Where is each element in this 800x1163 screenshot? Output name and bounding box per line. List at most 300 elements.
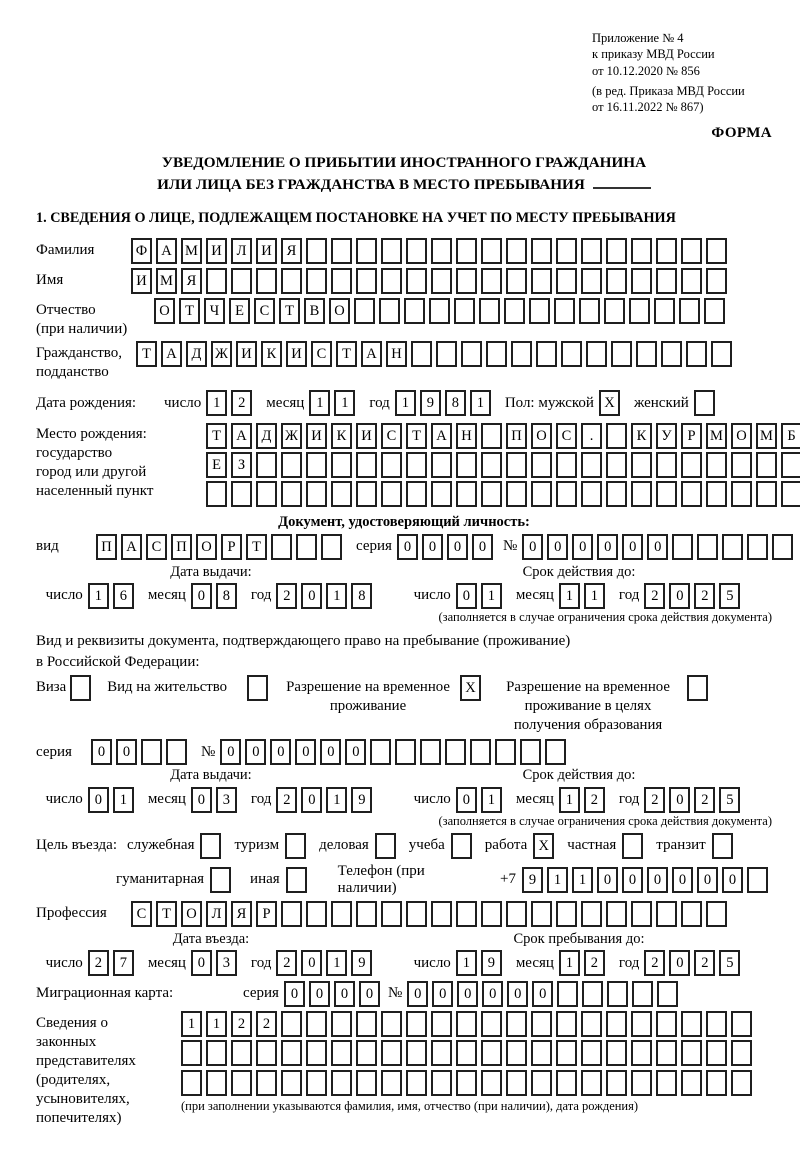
char-cell[interactable]: М [756, 423, 777, 449]
char-cell[interactable] [456, 1011, 477, 1037]
char-cell[interactable] [722, 534, 743, 560]
char-cell[interactable]: О [731, 423, 752, 449]
char-cell[interactable]: 0 [456, 787, 477, 813]
char-cell[interactable] [556, 481, 577, 507]
char-cell[interactable]: 9 [351, 787, 372, 813]
char-cell[interactable] [581, 481, 602, 507]
char-cell[interactable] [681, 1040, 702, 1066]
char-cell[interactable] [356, 901, 377, 927]
char-cell[interactable]: 1 [456, 950, 477, 976]
char-cell[interactable] [356, 238, 377, 264]
char-cell[interactable] [281, 481, 302, 507]
char-cell[interactable]: 9 [351, 950, 372, 976]
char-cell[interactable]: 1 [470, 390, 491, 416]
business-checkbox[interactable] [375, 833, 396, 859]
char-cell[interactable] [632, 981, 653, 1007]
char-cell[interactable] [331, 481, 352, 507]
char-cell[interactable]: 8 [216, 583, 237, 609]
char-cell[interactable] [370, 739, 391, 765]
char-cell[interactable] [429, 298, 450, 324]
char-cell[interactable]: 2 [694, 787, 715, 813]
char-cell[interactable]: 7 [113, 950, 134, 976]
char-cell[interactable] [506, 452, 527, 478]
char-cell[interactable]: 1 [309, 390, 330, 416]
char-cell[interactable] [271, 534, 292, 560]
char-cell[interactable] [321, 534, 342, 560]
char-cell[interactable] [681, 1070, 702, 1096]
char-cell[interactable]: 0 [320, 739, 341, 765]
char-cell[interactable] [306, 238, 327, 264]
char-cell[interactable] [431, 481, 452, 507]
char-cell[interactable] [395, 739, 416, 765]
char-cell[interactable]: 0 [507, 981, 528, 1007]
char-cell[interactable] [381, 1011, 402, 1037]
other-checkbox[interactable] [286, 867, 307, 893]
char-cell[interactable] [631, 1070, 652, 1096]
char-cell[interactable] [531, 481, 552, 507]
char-cell[interactable] [697, 534, 718, 560]
char-cell[interactable]: Я [231, 901, 252, 927]
char-cell[interactable]: 5 [719, 950, 740, 976]
char-cell[interactable] [206, 1040, 227, 1066]
char-cell[interactable]: 0 [669, 787, 690, 813]
char-cell[interactable]: 1 [326, 583, 347, 609]
study-checkbox[interactable] [451, 833, 472, 859]
char-cell[interactable] [406, 481, 427, 507]
char-cell[interactable] [331, 238, 352, 264]
char-cell[interactable] [166, 739, 187, 765]
char-cell[interactable]: 1 [584, 583, 605, 609]
char-cell[interactable] [631, 238, 652, 264]
char-cell[interactable] [631, 1011, 652, 1037]
char-cell[interactable] [481, 1070, 502, 1096]
char-cell[interactable]: 0 [284, 981, 305, 1007]
char-cell[interactable]: 1 [181, 1011, 202, 1037]
char-cell[interactable] [181, 1070, 202, 1096]
char-cell[interactable]: О [181, 901, 202, 927]
char-cell[interactable] [531, 1070, 552, 1096]
char-cell[interactable]: З [231, 452, 252, 478]
char-cell[interactable] [686, 341, 707, 367]
char-cell[interactable] [706, 1011, 727, 1037]
char-cell[interactable] [331, 901, 352, 927]
char-cell[interactable] [711, 341, 732, 367]
char-cell[interactable] [554, 298, 575, 324]
char-cell[interactable] [631, 901, 652, 927]
char-cell[interactable]: Л [231, 238, 252, 264]
char-cell[interactable]: И [306, 423, 327, 449]
char-cell[interactable]: 0 [191, 950, 212, 976]
char-cell[interactable] [681, 268, 702, 294]
char-cell[interactable] [431, 1040, 452, 1066]
char-cell[interactable]: 0 [301, 950, 322, 976]
char-cell[interactable] [607, 981, 628, 1007]
char-cell[interactable] [545, 739, 566, 765]
char-cell[interactable] [331, 1070, 352, 1096]
char-cell[interactable]: 0 [722, 867, 743, 893]
private-checkbox[interactable] [622, 833, 643, 859]
char-cell[interactable]: Я [281, 238, 302, 264]
char-cell[interactable] [731, 452, 752, 478]
char-cell[interactable]: Ж [211, 341, 232, 367]
char-cell[interactable] [581, 452, 602, 478]
char-cell[interactable] [306, 452, 327, 478]
char-cell[interactable] [557, 981, 578, 1007]
char-cell[interactable] [456, 481, 477, 507]
char-cell[interactable] [431, 452, 452, 478]
char-cell[interactable] [706, 1070, 727, 1096]
char-cell[interactable]: М [181, 238, 202, 264]
char-cell[interactable] [681, 1011, 702, 1037]
char-cell[interactable] [431, 1011, 452, 1037]
char-cell[interactable]: Т [136, 341, 157, 367]
char-cell[interactable]: Ж [281, 423, 302, 449]
char-cell[interactable]: И [131, 268, 152, 294]
char-cell[interactable] [281, 901, 302, 927]
char-cell[interactable]: 1 [88, 583, 109, 609]
char-cell[interactable]: Т [179, 298, 200, 324]
char-cell[interactable] [656, 238, 677, 264]
char-cell[interactable]: Т [206, 423, 227, 449]
char-cell[interactable]: 1 [559, 787, 580, 813]
char-cell[interactable] [656, 481, 677, 507]
char-cell[interactable]: А [431, 423, 452, 449]
char-cell[interactable] [706, 901, 727, 927]
char-cell[interactable] [354, 298, 375, 324]
char-cell[interactable]: Н [456, 423, 477, 449]
char-cell[interactable] [506, 901, 527, 927]
char-cell[interactable] [356, 1011, 377, 1037]
char-cell[interactable]: К [261, 341, 282, 367]
char-cell[interactable]: Т [279, 298, 300, 324]
char-cell[interactable] [656, 1040, 677, 1066]
char-cell[interactable] [520, 739, 541, 765]
char-cell[interactable] [672, 534, 693, 560]
char-cell[interactable]: 1 [326, 787, 347, 813]
char-cell[interactable] [636, 341, 657, 367]
char-cell[interactable] [256, 1070, 277, 1096]
char-cell[interactable] [481, 1040, 502, 1066]
char-cell[interactable] [772, 534, 793, 560]
char-cell[interactable]: Я [181, 268, 202, 294]
char-cell[interactable]: Ч [204, 298, 225, 324]
char-cell[interactable]: Е [206, 452, 227, 478]
char-cell[interactable]: П [96, 534, 117, 560]
char-cell[interactable] [306, 1011, 327, 1037]
char-cell[interactable]: 8 [445, 390, 466, 416]
char-cell[interactable] [756, 452, 777, 478]
char-cell[interactable]: 1 [559, 583, 580, 609]
char-cell[interactable] [206, 268, 227, 294]
char-cell[interactable] [681, 452, 702, 478]
char-cell[interactable] [654, 298, 675, 324]
char-cell[interactable] [747, 867, 768, 893]
char-cell[interactable] [296, 534, 317, 560]
char-cell[interactable]: 1 [481, 583, 502, 609]
char-cell[interactable]: 0 [91, 739, 112, 765]
char-cell[interactable]: А [121, 534, 142, 560]
char-cell[interactable]: И [286, 341, 307, 367]
char-cell[interactable]: 1 [334, 390, 355, 416]
char-cell[interactable] [781, 481, 800, 507]
char-cell[interactable] [456, 901, 477, 927]
char-cell[interactable]: 0 [116, 739, 137, 765]
char-cell[interactable] [356, 268, 377, 294]
char-cell[interactable]: Д [186, 341, 207, 367]
char-cell[interactable]: 5 [719, 787, 740, 813]
char-cell[interactable] [420, 739, 441, 765]
char-cell[interactable]: 0 [334, 981, 355, 1007]
char-cell[interactable] [604, 298, 625, 324]
char-cell[interactable] [681, 238, 702, 264]
char-cell[interactable]: 9 [420, 390, 441, 416]
char-cell[interactable] [606, 1040, 627, 1066]
char-cell[interactable] [481, 238, 502, 264]
char-cell[interactable]: С [311, 341, 332, 367]
char-cell[interactable]: 1 [395, 390, 416, 416]
char-cell[interactable]: 0 [245, 739, 266, 765]
char-cell[interactable]: 0 [432, 981, 453, 1007]
char-cell[interactable] [606, 1070, 627, 1096]
char-cell[interactable] [306, 1070, 327, 1096]
char-cell[interactable] [731, 481, 752, 507]
char-cell[interactable] [381, 238, 402, 264]
char-cell[interactable] [381, 481, 402, 507]
char-cell[interactable] [631, 481, 652, 507]
char-cell[interactable]: 2 [694, 950, 715, 976]
char-cell[interactable] [470, 739, 491, 765]
char-cell[interactable] [681, 481, 702, 507]
char-cell[interactable] [404, 298, 425, 324]
char-cell[interactable]: 0 [597, 867, 618, 893]
char-cell[interactable] [556, 901, 577, 927]
char-cell[interactable] [681, 901, 702, 927]
char-cell[interactable]: К [631, 423, 652, 449]
char-cell[interactable]: 0 [647, 867, 668, 893]
char-cell[interactable] [356, 1070, 377, 1096]
char-cell[interactable]: Н [386, 341, 407, 367]
residence-permit-checkbox[interactable] [247, 675, 268, 701]
char-cell[interactable] [406, 238, 427, 264]
char-cell[interactable] [331, 268, 352, 294]
char-cell[interactable]: Д [256, 423, 277, 449]
char-cell[interactable]: 0 [88, 787, 109, 813]
char-cell[interactable]: Б [781, 423, 800, 449]
char-cell[interactable] [381, 1040, 402, 1066]
char-cell[interactable]: Р [256, 901, 277, 927]
char-cell[interactable]: 0 [407, 981, 428, 1007]
char-cell[interactable]: 0 [345, 739, 366, 765]
char-cell[interactable] [581, 238, 602, 264]
char-cell[interactable]: С [556, 423, 577, 449]
char-cell[interactable]: 2 [694, 583, 715, 609]
char-cell[interactable]: А [231, 423, 252, 449]
char-cell[interactable] [231, 268, 252, 294]
char-cell[interactable] [456, 1070, 477, 1096]
char-cell[interactable]: 0 [472, 534, 493, 560]
char-cell[interactable] [256, 481, 277, 507]
char-cell[interactable] [456, 238, 477, 264]
male-checkbox[interactable]: X [599, 390, 620, 416]
char-cell[interactable] [706, 238, 727, 264]
char-cell[interactable] [506, 1011, 527, 1037]
char-cell[interactable]: 0 [672, 867, 693, 893]
char-cell[interactable]: Т [406, 423, 427, 449]
char-cell[interactable] [606, 238, 627, 264]
char-cell[interactable]: М [706, 423, 727, 449]
char-cell[interactable] [731, 1070, 752, 1096]
char-cell[interactable]: П [506, 423, 527, 449]
char-cell[interactable] [411, 341, 432, 367]
char-cell[interactable] [431, 238, 452, 264]
char-cell[interactable] [281, 1040, 302, 1066]
char-cell[interactable] [206, 481, 227, 507]
char-cell[interactable] [781, 452, 800, 478]
char-cell[interactable]: 0 [572, 534, 593, 560]
char-cell[interactable]: 8 [351, 583, 372, 609]
work-checkbox[interactable]: X [533, 833, 554, 859]
char-cell[interactable]: 6 [113, 583, 134, 609]
char-cell[interactable] [481, 901, 502, 927]
char-cell[interactable] [461, 341, 482, 367]
char-cell[interactable] [331, 1040, 352, 1066]
char-cell[interactable]: М [156, 268, 177, 294]
char-cell[interactable] [731, 1040, 752, 1066]
char-cell[interactable] [495, 739, 516, 765]
char-cell[interactable]: . [581, 423, 602, 449]
char-cell[interactable]: Ф [131, 238, 152, 264]
char-cell[interactable] [606, 423, 627, 449]
char-cell[interactable]: 2 [644, 787, 665, 813]
temp-permit-checkbox[interactable]: X [460, 675, 481, 701]
char-cell[interactable]: О [329, 298, 350, 324]
char-cell[interactable]: С [131, 901, 152, 927]
char-cell[interactable] [704, 298, 725, 324]
char-cell[interactable]: 2 [584, 950, 605, 976]
char-cell[interactable]: 2 [256, 1011, 277, 1037]
char-cell[interactable]: 0 [309, 981, 330, 1007]
char-cell[interactable]: И [206, 238, 227, 264]
char-cell[interactable]: 9 [481, 950, 502, 976]
char-cell[interactable]: 0 [191, 787, 212, 813]
tourism-checkbox[interactable] [285, 833, 306, 859]
char-cell[interactable] [531, 452, 552, 478]
char-cell[interactable]: 0 [697, 867, 718, 893]
char-cell[interactable] [406, 268, 427, 294]
char-cell[interactable]: 9 [522, 867, 543, 893]
char-cell[interactable] [657, 981, 678, 1007]
char-cell[interactable]: Т [336, 341, 357, 367]
char-cell[interactable]: К [331, 423, 352, 449]
char-cell[interactable]: 1 [206, 390, 227, 416]
char-cell[interactable] [731, 1011, 752, 1037]
char-cell[interactable]: Л [206, 901, 227, 927]
char-cell[interactable]: 1 [113, 787, 134, 813]
humanitarian-checkbox[interactable] [210, 867, 231, 893]
char-cell[interactable] [606, 268, 627, 294]
char-cell[interactable] [406, 1040, 427, 1066]
char-cell[interactable] [606, 901, 627, 927]
char-cell[interactable] [531, 268, 552, 294]
char-cell[interactable]: 1 [326, 950, 347, 976]
char-cell[interactable] [456, 268, 477, 294]
char-cell[interactable] [431, 1070, 452, 1096]
char-cell[interactable] [631, 452, 652, 478]
char-cell[interactable]: 0 [301, 583, 322, 609]
char-cell[interactable]: Р [221, 534, 242, 560]
char-cell[interactable] [581, 1011, 602, 1037]
char-cell[interactable]: 0 [301, 787, 322, 813]
char-cell[interactable] [381, 452, 402, 478]
char-cell[interactable]: И [256, 238, 277, 264]
char-cell[interactable] [504, 298, 525, 324]
char-cell[interactable]: В [304, 298, 325, 324]
char-cell[interactable] [506, 1070, 527, 1096]
char-cell[interactable] [406, 452, 427, 478]
char-cell[interactable] [611, 341, 632, 367]
char-cell[interactable] [679, 298, 700, 324]
char-cell[interactable]: 2 [276, 583, 297, 609]
char-cell[interactable]: 0 [482, 981, 503, 1007]
char-cell[interactable]: Т [246, 534, 267, 560]
char-cell[interactable]: 0 [647, 534, 668, 560]
char-cell[interactable]: Р [681, 423, 702, 449]
char-cell[interactable] [456, 452, 477, 478]
char-cell[interactable]: 0 [522, 534, 543, 560]
char-cell[interactable] [531, 1040, 552, 1066]
char-cell[interactable] [281, 452, 302, 478]
char-cell[interactable] [506, 1040, 527, 1066]
char-cell[interactable] [706, 481, 727, 507]
char-cell[interactable] [656, 1070, 677, 1096]
char-cell[interactable]: С [381, 423, 402, 449]
char-cell[interactable] [581, 268, 602, 294]
char-cell[interactable]: О [154, 298, 175, 324]
char-cell[interactable]: А [161, 341, 182, 367]
char-cell[interactable]: 0 [669, 583, 690, 609]
char-cell[interactable]: 0 [447, 534, 468, 560]
char-cell[interactable] [747, 534, 768, 560]
char-cell[interactable] [656, 268, 677, 294]
char-cell[interactable] [506, 268, 527, 294]
char-cell[interactable] [431, 268, 452, 294]
char-cell[interactable] [231, 1040, 252, 1066]
char-cell[interactable] [306, 481, 327, 507]
char-cell[interactable] [256, 1040, 277, 1066]
char-cell[interactable] [656, 452, 677, 478]
char-cell[interactable]: У [656, 423, 677, 449]
char-cell[interactable]: 0 [669, 950, 690, 976]
char-cell[interactable]: О [196, 534, 217, 560]
char-cell[interactable] [281, 268, 302, 294]
char-cell[interactable] [486, 341, 507, 367]
char-cell[interactable] [406, 1011, 427, 1037]
char-cell[interactable] [536, 341, 557, 367]
char-cell[interactable] [631, 268, 652, 294]
char-cell[interactable] [581, 1040, 602, 1066]
char-cell[interactable] [506, 238, 527, 264]
char-cell[interactable]: 2 [276, 787, 297, 813]
official-checkbox[interactable] [200, 833, 221, 859]
char-cell[interactable] [331, 452, 352, 478]
char-cell[interactable] [629, 298, 650, 324]
char-cell[interactable] [479, 298, 500, 324]
char-cell[interactable]: 0 [622, 867, 643, 893]
char-cell[interactable] [706, 452, 727, 478]
char-cell[interactable] [556, 1070, 577, 1096]
char-cell[interactable] [381, 901, 402, 927]
char-cell[interactable] [306, 268, 327, 294]
